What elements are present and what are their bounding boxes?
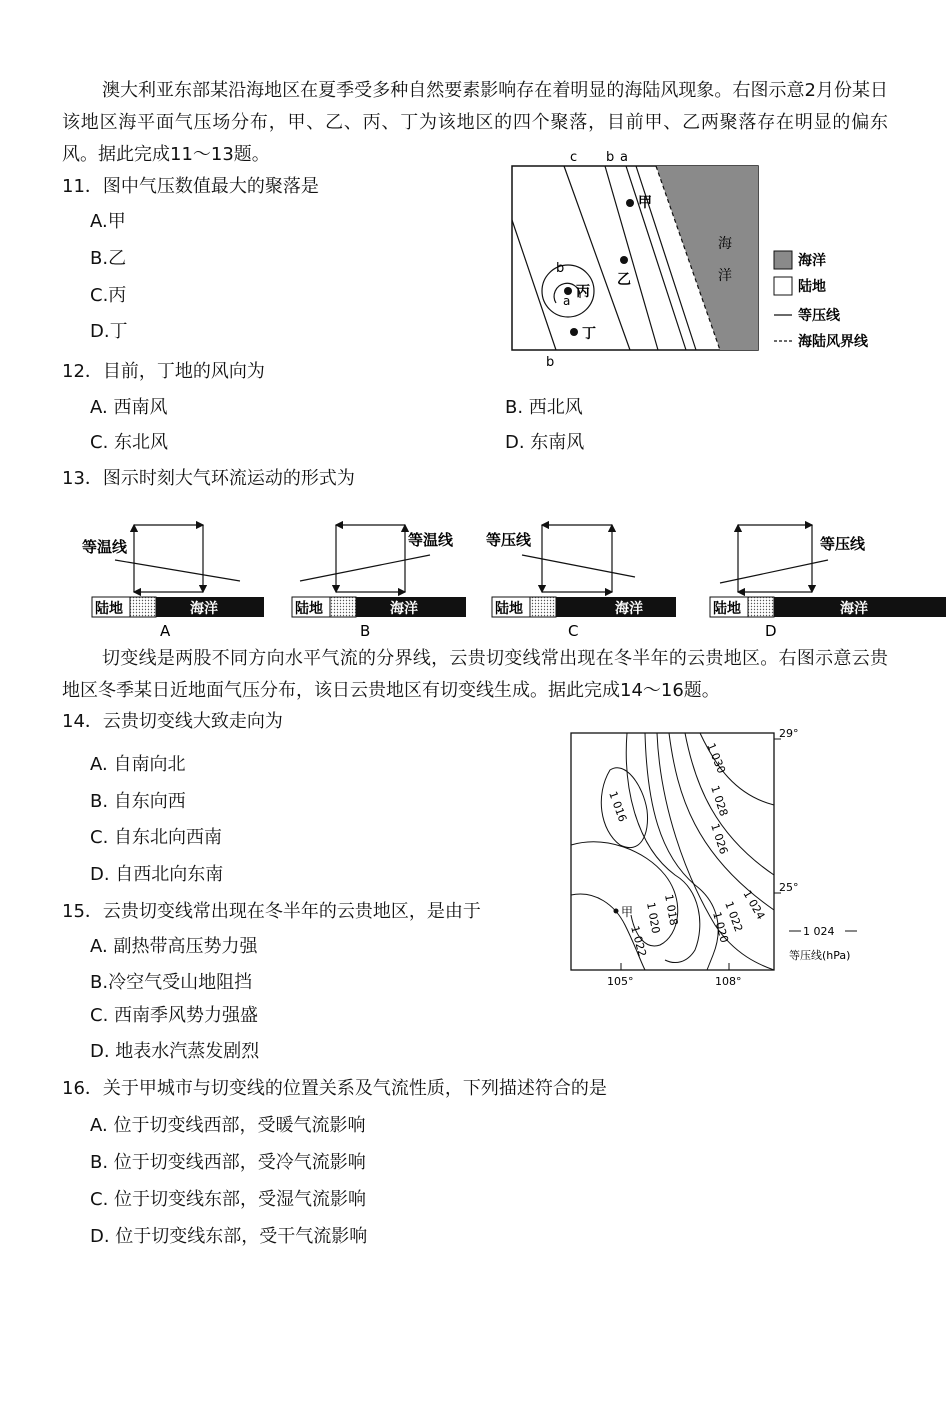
legend-boundary: 海陆风界线 [798, 334, 868, 350]
q13-c-sea: 海洋 [615, 601, 643, 617]
label-ding: 丁 [582, 326, 596, 342]
legend-land: 陆地 [798, 279, 826, 295]
intro-paragraph-1: 澳大利亚东部某沿海地区在夏季受多种自然要素影响存在着明显的海陆风现象。右图示意2月份某日该地区海平面气压场分布，甲、乙、丙、丁为该地区的四个聚落，目前甲、乙两聚落存在明显的偏东风。据此完成11～13题。 [62, 80, 888, 165]
label-lat25: 25° [779, 881, 799, 894]
label-p1020b: 1 020 [644, 901, 663, 935]
label-jia: 甲 [638, 195, 652, 211]
q16-option-c[interactable]: C. 位于切变线东部，受湿气流影响 [90, 1189, 367, 1210]
q13-b-curve-label: 等温线 [408, 531, 454, 549]
q11-option-d[interactable]: D.丁 [90, 321, 128, 342]
q13-a-land: 陆地 [95, 601, 123, 617]
yi-settlement [620, 256, 628, 264]
sea-land-breeze-map [508, 148, 888, 370]
q13-c-land: 陆地 [495, 601, 523, 617]
q14-option-d[interactable]: D. 自西北向东南 [90, 864, 224, 885]
q12-option-a[interactable]: A. 西南风 [90, 397, 168, 418]
label-jia-city: 甲 [621, 905, 634, 919]
q13-b-letter: B [360, 622, 371, 640]
label-b-bottom: b [546, 355, 555, 370]
label-p1020a: 1 020 [710, 910, 731, 945]
ding-settlement [570, 328, 578, 336]
q13-d-curve-label: 等压线 [820, 535, 866, 553]
q13-c-curve-label: 等压线 [486, 531, 532, 549]
q14-stem: 14．云贵切变线大致走向为 [62, 711, 283, 732]
q13-a-sea: 海洋 [190, 601, 218, 617]
label-p1024: 1 024 [740, 888, 768, 922]
label-a-top: a [620, 150, 628, 165]
q13-diagrams [60, 515, 950, 640]
label-p1022b: 1 022 [628, 924, 649, 959]
legend-value: 1 024 [803, 925, 835, 938]
q15-stem: 15．云贵切变线常出现在冬半年的云贵地区，是由于 [62, 901, 481, 922]
label-p1026: 1 026 [708, 821, 731, 856]
label-p1022a: 1 022 [722, 899, 746, 934]
ocean-label-2: 洋 [718, 268, 732, 284]
label-p1028: 1 028 [708, 783, 731, 818]
q11-option-b[interactable]: B.乙 [90, 248, 127, 269]
label-lon105: 105° [607, 975, 634, 988]
label-p1018: 1 018 [662, 893, 681, 927]
q15-option-d[interactable]: D. 地表水汽蒸发剧烈 [90, 1041, 260, 1062]
q12-option-d[interactable]: D. 东南风 [505, 432, 585, 453]
q16-option-d[interactable]: D. 位于切变线东部，受干气流影响 [90, 1226, 368, 1247]
label-lon108: 108° [715, 975, 742, 988]
label-b-top: b [606, 150, 615, 165]
q11-stem: 11．图中气压数值最大的聚落是 [62, 176, 319, 197]
q12-option-b[interactable]: B. 西北风 [505, 397, 583, 418]
q14-option-b[interactable]: B. 自东向西 [90, 791, 186, 812]
q13-c-letter: C [568, 622, 579, 640]
label-b-inner: b [556, 261, 565, 276]
q16-stem: 16．关于甲城市与切变线的位置关系及气流性质，下列描述符合的是 [62, 1078, 607, 1099]
ocean-label-1: 海 [718, 236, 732, 252]
q11-option-c[interactable]: C.丙 [90, 285, 127, 306]
legend-isobar: 等压线 [798, 308, 840, 324]
q14-option-c[interactable]: C. 自东北向西南 [90, 827, 223, 848]
label-p1016: 1 016 [606, 789, 630, 824]
label-a-inner: a [563, 294, 571, 308]
legend-ocean: 海洋 [798, 253, 826, 269]
q13-diagram-c[interactable] [486, 525, 676, 640]
q12-stem: 12．目前，丁地的风向为 [62, 361, 265, 382]
label-yi: 乙 [617, 272, 631, 288]
q11-option-a[interactable]: A.甲 [90, 211, 126, 232]
intro-paragraph-2: 切变线是两股不同方向水平气流的分界线，云贵切变线常出现在冬半年的云贵地区。右图示意云贵地区冬季某日近地面气压分布，该日云贵地区有切变线生成。据此完成14～16题。 [62, 648, 888, 701]
jia-settlement [626, 199, 634, 207]
q13-stem: 13．图示时刻大气环流运动的形式为 [62, 468, 355, 489]
q13-d-letter: D [765, 622, 777, 640]
label-p1030: 1 030 [704, 741, 729, 776]
q13-diagram-b[interactable] [292, 525, 466, 640]
q15-option-c[interactable]: C. 西南季风势力强盛 [90, 1005, 259, 1026]
q16-option-a[interactable]: A. 位于切变线西部，受暖气流影响 [90, 1115, 366, 1136]
jia-city [614, 909, 619, 914]
q13-a-letter: A [160, 622, 171, 640]
legend-text: 等压线(hPa) [789, 949, 851, 962]
label-lat29: 29° [779, 727, 799, 740]
q13-b-sea: 海洋 [390, 601, 418, 617]
q13-d-land: 陆地 [713, 601, 741, 617]
q16-option-b[interactable]: B. 位于切变线西部，受冷气流影响 [90, 1152, 366, 1173]
q12-option-c[interactable]: C. 东北风 [90, 432, 169, 453]
yungui-pressure-map [565, 725, 890, 990]
q14-option-a[interactable]: A. 自南向北 [90, 754, 186, 775]
label-c: c [570, 150, 578, 165]
q13-d-sea: 海洋 [840, 601, 868, 617]
q15-option-b[interactable]: B.冷空气受山地阻挡 [90, 972, 253, 993]
q15-option-a[interactable]: A. 副热带高压势力强 [90, 936, 258, 957]
q13-b-land: 陆地 [295, 601, 323, 617]
q13-diagram-a[interactable] [82, 525, 264, 640]
q13-diagram-d[interactable] [710, 525, 946, 640]
q13-a-curve-label: 等温线 [82, 538, 128, 556]
label-bing: 丙 [576, 284, 590, 300]
